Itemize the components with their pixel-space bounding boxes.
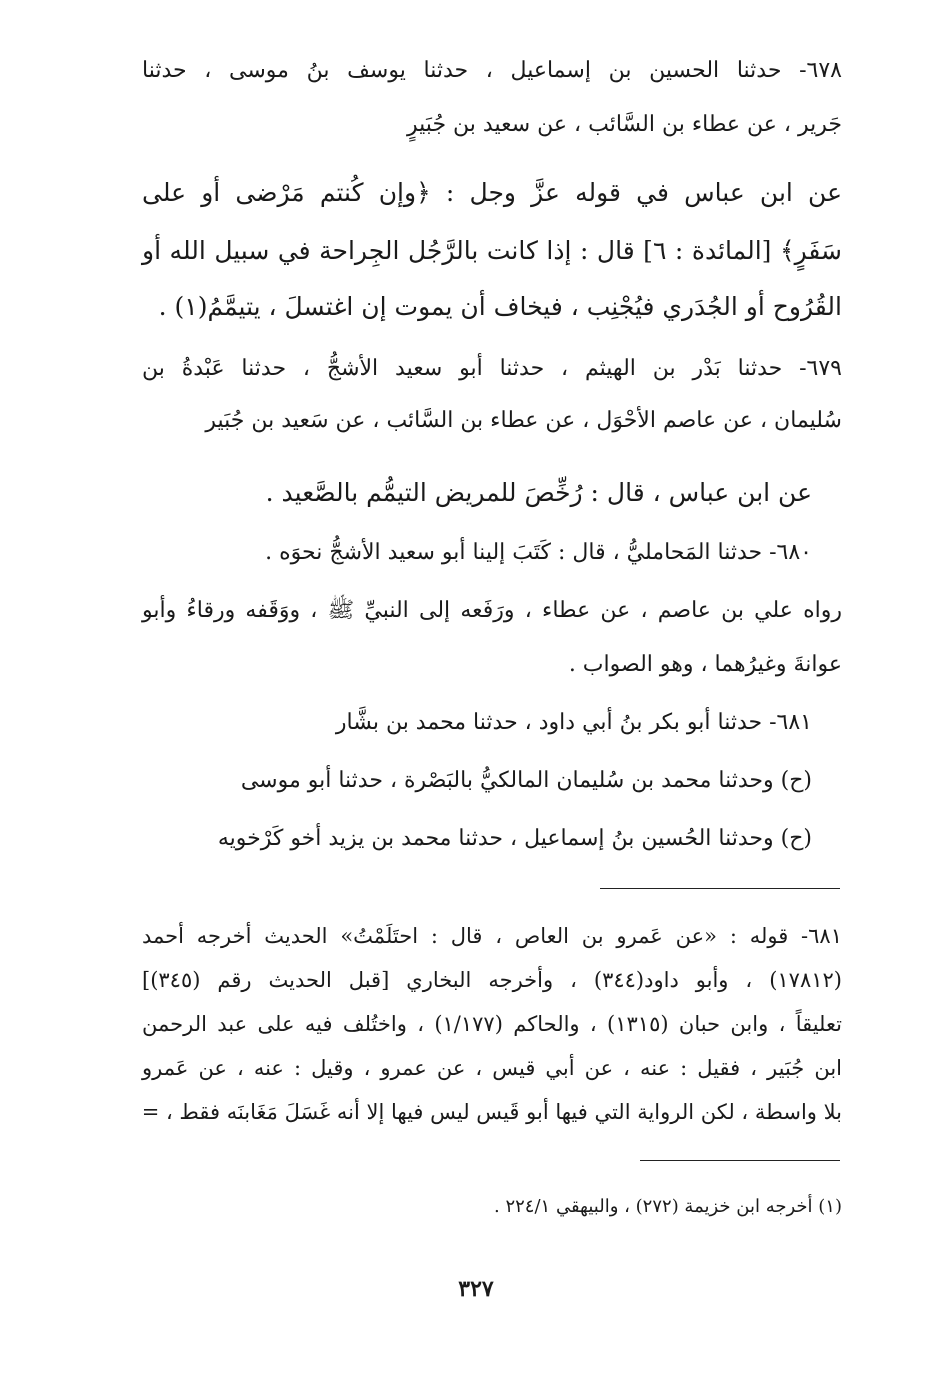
note-681-line-2: (١٧٨١٢) ، وأبو داود(٣٤٤) ، وأخرجه البخاري [قبل الحديث رقم (٣٤٥)] [142,968,842,992]
footnote-separator [640,1160,840,1161]
hadith-680: ٦٨٠- حدثنا المَحامليُّ ، قال : كَتَبَ إلينا أبو سعيد الأشجُّ نحوَه . [265,540,812,565]
hadith-679-line-1: ٦٧٩- حدثنا بَدْر بن الهيثم ، حدثنا أبو سعيد الأشجُّ ، حدثنا عَبْدةُ بن [142,356,842,381]
note-681-line-4: ابن جُبَير ، فقيل : عنه ، عن أبي قيس ، عن عمرو ، وقيل : عنه ، عن عَمرو [142,1056,842,1080]
notes-separator [600,888,840,889]
hadith-678-line-1: ٦٧٨- حدثنا الحسين بن إسماعيل ، حدثنا يوسف بنُ موسى ، حدثنا [142,58,842,83]
note-681-line-1: ٦٨١- قوله : «عن عَمرو بن العاص ، قال : احتَلَمْتُ» الحديث أخرجه أحمد [142,924,842,948]
note-681-line-3: تعليقاً ، وابن حبان (١٣١٥) ، والحاكم (١/١٧٧) ، واختُلف فيه على عبد الرحمن [142,1012,842,1036]
hadith-681-line-1: ٦٨١- حدثنا أبو بكر بنُ أبي داود ، حدثنا محمد بن بشَّار [335,710,812,735]
hadith-681-line-3: (ح) وحدثنا الحُسين بنُ إسماعيل ، حدثنا محمد بن يزيد أخو كَرْخويه [217,826,812,851]
commentary-line-2: عوانةَ وغيرُهما ، وهو الصواب . [568,652,842,677]
note-681-line-5: بلا واسطة ، لكن الرواية التي فيها أبو قَيس ليس فيها إلا أنه غَسَلَ مَغَابنَه فقط ، = [141,1100,842,1124]
commentary-line-1: رواه علي بن عاصم ، عن عطاء ، ورَفَعه إلى النبيِّ ﷺ ، ووَقَفه ورقاءُ وأبو [142,598,842,623]
page-number: ٣٢٧ [458,1276,494,1302]
matn-678-line-2: سَفَرٍ﴾ [المائدة : ٦] قال : إذا كانت بالرَّجُل الجِراحة في سبيل الله أو [142,236,842,265]
hadith-681-line-2: (ح) وحدثنا محمد بن سُليمان المالكيُّ بالبَصْرة ، حدثنا أبو موسى [240,768,812,793]
matn-678-line-3: القُرُوح أو الجُدَري فيُجْنِب ، فيخاف أن يموت إن اغتسلَ ، يتيمَّمُ(١) . [158,292,842,321]
hadith-679-line-2: سُليمان ، عن عاصم الأحْوَل ، عن عطاء بن السَّائب ، عن سَعيد بن جُبَير [205,408,842,433]
matn-679: عن ابن عباس ، قال : رُخِّصَ للمريض التيمُّم بالصَّعيد . [265,478,812,507]
hadith-678-line-2: جَرير ، عن عطاء بن السَّائب ، عن سعيد بن جُبَيرٍ [407,112,842,137]
footnote-1: (١) أخرجه ابن خزيمة (٢٧٢) ، والبيهقي ٢٢٤/١ . [494,1196,842,1217]
matn-678-line-1: عن ابن عباس في قوله عزَّ وجل : ﴿وإن كُنتم مَرْضى أو على [142,178,842,207]
